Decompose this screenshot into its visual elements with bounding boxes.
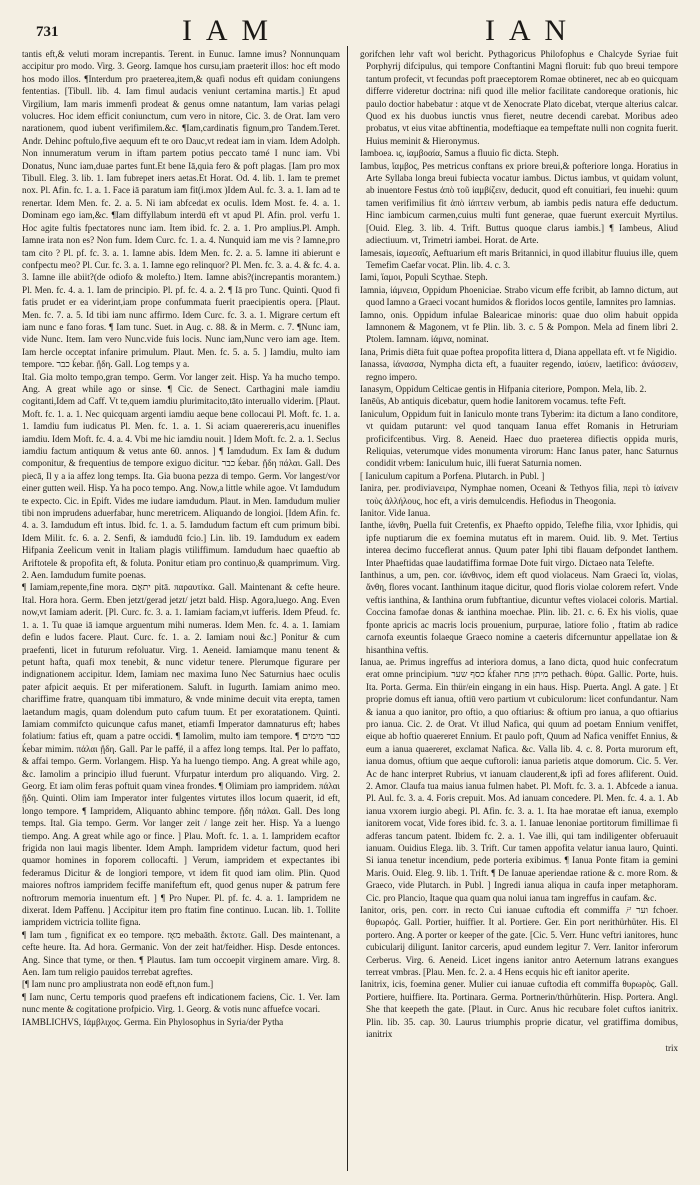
right-headword: I A N: [485, 14, 571, 47]
page-number: 731: [36, 24, 59, 40]
left-column: [22, 48, 340, 1028]
entry-paragraph: [ Ianiculum capitum a Porfena. Plutarch. in Publ. ]: [360, 470, 545, 481]
right-column: [360, 48, 678, 1054]
entry-paragraph: Ianira, per. prodiviavειρα, Nymphae nomen, Oceani & Tethyos filia, περὶ τὸ ἰαίνειν τοὺς ἀλλήλους, hoc eft, a viris demulcendis. Hefiodus in Theogonia.: [360, 483, 678, 506]
entry-paragraph: Iana, Primis diēta fuit quae poftea propofita littera d, Diana appellata eft. vt fe Nigidio.: [360, 346, 677, 357]
entry-paragraph: [¶ Iam nunc pro ampliustrata non eodē eft,non fum.]: [22, 979, 214, 990]
entry-paragraph: Ital. Gia molto tempo,gran tempo. Germ. Vor langer zeit. Hisp. Ya ha mucho tempo. Ang. A great while ago or sinse. ¶ Cic. de Senect. Carthagini male iamdiu cogitanti,Idem ad Caff. Vt te,quem iamdiu plurimitacito,tāto interuallo viderim. [Plaut. Moft. fc. 1. a. 1. Nec quicquam argenti iamdiu aeque bene collocaui Pl. Moft. fc. 1. a. 1. Iamdiu fum iudicatus Pl. Men. fc. 1. a. 1. Si aciam quaerereris,acu inuenifles iamdiu. Idem Moft. fc. 4. a. 4. Vbi me hic iamdiu nouit. ] Idem Moft. fc. 2. a. 1. Seclus iamdiu factum antiquum & vetus ante 60. annos. ] ¶ Iamdudum. Ex Iam & dudum componitur, & frequentius de tempore exiguo dicitur. כבר ḱebar. ᾔδη πάλαι. Gall. Des piecā, Il y a ia affez long temps. Ita. Gia buona pezza di tempo. Germ. Vor langest/vor einer gutten weil. Hisp. Ya ha poco tempo. Ang. Now,a little while agoe. Vt Iamdudum te expecto. Cic. in Epift. Vides me iudare iamdudum. Plaut. in Men. Iamdudum mulier tibi non imprudens aduerfabar, hunc meretricem. Aliquando de longioi. [Idem Afin. fc. 4. a. 3. Iamdudum eft intus. Ibid. fc. 1. a. 5. Iamdudum factum eft cum primum bibi. Idem Milit. fc. 6. a. 2. Senfi, & iamdudū fcio.] Lin. lib. 19. Iamdudum ex eadem Hifpania Zeelicum venit in Italiam plagis vtiliffimum. Iamdudum haec quaeftio ab Ariftotele & propofita eft, & foluta. Ponitur etiam pro continuo,& quamprimum. Virg. 2. Aen. Iamdudum fumite poenas.: [22, 371, 340, 581]
entry-paragraph: Iami, ἴαμοι, Populi Scythae. Steph.: [360, 272, 488, 283]
entry-paragraph: gorifchen lehr vaft wol bericht. Pythagoricus Philofophus e Chalcyde Syriae fuit Porphyrij difcipulus, qui tempore Conftantini Magni floruit: fub quo breui tempore tantum profecit, vt fecundas poft praeceptorem Romae obtineret, nec ab eo quicquam differre videretur doctrina: nifi quod ille melior facilitate candoreque orationis, hic paulo doctior habebatur : atque vt de Xenocrate Plato dicebat, vterque alterius calcar. Quod ex his duobus iunctis vnus fieret, neutre decendi carebat. Moribus adeo probatus, vt eius vitae abftinentia, modeftiaque ea tempeftate nulli non cognita fuerit. Huius meminit & Hieronymus.: [360, 49, 678, 146]
entry-paragraph: Iamnia, ἰάμνεια, Oppidum Phoeniciae. Strabo vicum effe fcribit, ab Iamno dictum, aut quod Iamno a Graeci vocant humidos & floridos locos gentile, Iamnites pro Iamnias.: [360, 284, 678, 308]
entry-paragraph: Iamesais, ἰαμεσαΐς, Aeftuarium eft maris Britannici, in quod illabitur fluuius ille, quem Temefim Caefar vocat. Plin. lib. 4. c. 3.: [360, 247, 678, 270]
entry-paragraph: Ianitor. Vide Ianua.: [360, 508, 431, 519]
catchword-line: IAMBLICHVS, Iάμβλιχος. Germa. Ein Phylosophus in Syria/der Pytha: [22, 1016, 284, 1027]
entry-paragraph: ¶ Iamiam,repente,fine mora. יתאָם pitā. παραυτίκα. Gall. Maintenant & cefte heure. Ital. Hora hora. Germ. Eben jetzt/gerad jetzt/ jetzt bald. Hisp. Agora,luego. Ang. Even now,vt Iamiam aderit. [Pl. Curc. fc. 3. a. 1. Iamiam faciam,vt iufferis. Idem Pfeud. fc. 1. a. 1. Tu quae iā iamque arguentum mihi numeras. Idem Men. fc. 4. a. 1. Iamiam defin e ludos facere. Plaut. Curc. fc. 1. a. 2. Iamiam noui &c.] Ponitur & cum praefenti, licet in futurum refoluatur. Virg. 1. Aeneid. Iamiamque manu tenent & petunt hafta, quafi mox tenebit, & nunc videtur tenere. Plerumque figurare per indignationem accipitur. Idem, Iamiam nec maxima Iuno Nec Saturnius haec oculis pater afpicit aequis. Et per miferationem. Saluft. in Iugurth. Iamiam animo meo. chariffime fratre, quanquam tibi immaturo, & vnde minime decuit vita erepta, tamen laetandum magis, quam dolendum puto cafum tuum. Et per exoratationem. Quinti. Iamiam commifcto quicunque cafus manet, etiamfi Imperator damnaturus eft; habes folatium: fatius eft, quam a patre occidi. ¶ Iamolim, multo iam tempore. ¶ כבר מימים ḱebar mimim. πάλαι ᾔδη. Gall. Par le paffé, il a affez long temps. Ital. Per lo paffato, & affai tempo. Germ. Vorlangem. Hisp. Ya ha luengo tiempo. Ang. A great while ago, &c. Iamolim a principio illud fuerunt. Vfurpatur interdum pro aliquando. Virg. 2. Georg. Et iam olim feras poftuit quam vinea frondes. ¶ Olimiam pro iampridem. πάλαι ᾔδη. Quinti. Olim iam Imperator inter fulgentes virtutes illos locum quaerit, id eft, longo tempore. ¶ Iampridem, Aliquanto abhinc tempore. ᾔδη πάλαι. Gall. Des long temps. Ital. Gia tempo. Germ. Vor langer zeit / lange zeit her. Hisp. Ya a luengo tiempo. Ang. A great while ago or fince. ] Plau. Moft. fc. 1. a. 1. Iampridem ecaftor frigida non laui magis libenter. Idem Amph. Iampridem videtur factum, quod heri quamor homines in foporem collocafti. ] Verum, iampridem et expectantes ibi federamus Dicitur & de longiori tempore, vt idem fit quod iam olim. Plin. Quod maiores noftros iampridem feciffe manifeftum eft, quod genus nuper & patrum fere noftrorum memoria inuentum eft. ] ¶ Pro Nuper. Pl. pf. fc. 4. a. 1. Iampridem ne dixerat. Idem Paffenu. ] Accipitur item pro ftatim fine continuo. Lucan. lib. 1. Tollite iampridem victricia tollite figna.: [22, 582, 341, 928]
entry-paragraph: Ianitrix, icis, foemina gener. Mulier cui ianuae cuftodia eft commiffa θυρωρὸς. Gall. Portiere, huiffiere. Ita. Portinara. Germa. Portnerin/thürhüterin. Hisp. Portera. Angl. She that keepeth the gate. [Plaut. in Curc. Anus hic recubare folet cuftos ianitrix. Plin. lib. 35. cap. 30. Laurus triumphis proprie dicatur, vel gratiffima domibus, ianitrix: [360, 979, 678, 1040]
entry-paragraph: Ianasym, Oppidum Celticae gentis in Hifpania citeriore, Pompon. Mela, lib. 2.: [360, 383, 647, 394]
entry-paragraph: Ianiculum, Oppidum fuit in Ianiculo monte trans Tyberim: ita dictum a Iano conditore, vt quidam putarunt: vel quod tanquam Ianua effet Romanis in Hetruriam proficifcentibus. Virg. 8. Aeneid. Haec duo praeterea difiectis oppida muris, Reliquias, veterumque vides monumenta virorum: Hanc Ianus pater, hanc Saturnus condidit vrbem: Ianiculum huic, illi fuerat Saturnia nomen.: [360, 408, 678, 469]
entry-paragraph: Ianēüs, Ab antiquis dicebatur, quem hodie Ianitorem vocamus. tefte Feft.: [360, 396, 626, 407]
entry-paragraph: Ianassa, ἰάνασσα, Nympha dicta eft, a fuauiter regendo, ἰαύειν, laetifico: ἀνάσσειν, regno impero.: [360, 359, 678, 382]
entry-paragraph: Iambus, ἴαμβος, Pes metricus conftans ex priore breui,& pofteriore longa. Horatius in Arte Syllaba longa breui fubiecta vocatur iambus. Dictus iambus, vt quidam volunt, ab inuentore Festus ἀπὸ τοῦ ἰαμβίζειν, deducit, quod eft conuitiari, feu inuehi: quum tamen verifimilius fit ἀπὸ ἰάπτειν verbum, ab iambis pedis natura effe deductum. Hinc iambicum carmen,cuius multi funt generae, quae fuerunt exercuit Myrtilus. [Ouid. Eleg. 3. lib. 4. Trift. Buttus quoque clarus iambis.] ¶ Iambeus, Aliud adiectiuum. vt, Trimetri iambei. Horat. de Arte.: [360, 160, 678, 246]
column-divider: [347, 46, 348, 1171]
entry-paragraph: Iamboea. ις, ἰαμβοαία, Samus a fluuio fic dicta. Steph.: [360, 148, 559, 159]
entry-paragraph: Ianthe, ἰάνθη, Puella fuit Cretenfis, ex Phaefto oppido, Telefhe filia, vxor Iphidis, qui ipfe nuptiarum die ex foemina mutatus eft in marem. Ouid. lib. 9. Met. Tertius interea decimo fucceflerat annus. Quum pater Iphi tibi flauam defpondet Ianthem. Inter Phaeftidas quae laudatiffima formae Dote fuit virgo. Dictaeo nata Telefte.: [360, 520, 678, 568]
entry-paragraph: Iamno, onis. Oppidum infulae Balearicae minoris: quae duo olim habuit oppida Iamnonem & Magonem, vt fe Plin. lib. 3. c. 5 & Pompon. Mela ad finem libri 2. Ptolem. Iamnam. ἰάμνα, nominat.: [360, 309, 678, 345]
entry-paragraph: Ianitor, oris, pen. corr. in recto Cui ianuae cuftodia eft commiffa ㄕוער fchoer. θυρωρός. Gall. Portier, huiffier. It al. Portiere. Ger. Ein port nerithürhüter. His. El portero. Ang. A porter or keeper of the gate. [Cic. 5. Verr. Hunc veftri ianitores, hunc cubicularij diligunt. Ianitor carceris, apud eundem legitur 7. Verr. Ianitor inferorum Cerberus. Virg. 6. Aeneid. Licet ingens ianitor antro Aeternum latrans exangues terreat vmbras. [Plau. Men. fc. 2. a. 4 Hens ecquis hic eft ianitor aperite.: [360, 905, 678, 978]
catchword: trix: [665, 1043, 678, 1054]
entry-paragraph: ¶ Iam nunc, Certu temporis quod praefens eft indicationem faciens, Cic. 1. Ver. Iam nunc mente & cogitatione profpicio. Virg. 1. Georg. & votis nunc affuefce vocari.: [22, 991, 340, 1015]
left-headword: I A M: [182, 14, 273, 47]
entry-paragraph: tantis eft,& veluti moram increpantis. Terent. in Eunuc. Iamne imus? Nonnunquam accipitur pro modo. Virg. 3. Georg. Iamque hos cursu,iam praeterit illos: hoc eft modo hos modo illos. ¶Interdum pro praeterea,item,& quafi nodus eft quidam coniungens fententias. [Tibull. lib. 4. Iam fimul audacis veniunt certamina martis.] Et apud Virgilium, Iam maris immenfi prodeat & genus omne natantum, Iam varias pelagi volucres. Hoc idem efficit coniunctum, cum vero in nitore, Cic. 3. de Orat. Iam vero narationem, quod iubent verifimilem.&c. ¶Iam,cardinatis fignum,pro Tandem.Teret. Andr. Dehinc poftulo,five aequum eft te oro Dauc,vt redeat iam in viam. Idem Adolph. Non innumeratum verum in iftam partem potius peccato tamé I nunc iam. Vbi Donatus, Nunc iam,duae partes funt.Et bene Iā,quia fero & poft plagas. [Iam pro mox Tibull. Eleg. 3. lib. 1. Iam fubrepet iners aetas.Et Horat. Od. 4. lib. 1. Iam te premet nox. Pl. Afin. fc. 1. a. 1. Face iā paratum iam fit(i.mox )Idem Aul. fc. 3. a. 1. Iam ad te renertar. Idem Men. fc. 2. a. 5. Ni iam abfcedat ex oculis. Idem Most. fe. 4. a. 1. Dominam ego iam,&c. ¶Iam diffyllabum interdū eft vt apud Pl. Afin. prol. verfu 1. Hoc agite fultis fpectatores nunc iam. Item ibid. fc. 2. a. 1. Pro amplius.Pl. Amph. Iamne irata non es? Non fum. Idem Curc. fc. 1. a. 4. Nunquid iam me vis ? Iamne,pro tam cito ? Pl. pf. fc. 3. a. 1. Iamne abis. Idem Men. fc. 2. a. 5. Iamne iti abierunt e confpectu meo? Pl. Cur. fc. 3. a. 1. Iamne ego relinquor? Pl. Men. fc. 3. a. 4. & fc. 4. a. 3. Iamne ille abiit?(de odiofo & molefto.) Item. Iamne abis?(increpantis morantem.) Pl. Men. fc. 4. a. 1. Iam de principio. Pl. pf. fc. 4. a. 2. ¶ Iā pro Tunc. Quinti. Quod fi fatis prudet er ea viderint,iam prope confummata fuerit praecipientis opera. [Plaut. Men. fc. 7. a. 5. Id tibi iam nunc affirmo. Idem Curc. fc. 3. a. 1. Migrare certum eft iam nunc e fano foras. ¶ Iam tunc. Suet. in Aug. c. 88. & in Merm. c. 7. ¶Nunc iam, vide Nunc. Item. Iam vero Nunc.vide fuis locis. Nunc iam,Nunc vero iam age. Item. Iam hercle occeptat infanire primulum. Plaut. Men. fc. 5. a. 5. ] Iamdiu, multo iam tempore. כבר ḱebar. ᾔδη. Gall. Log temps y a.: [22, 49, 340, 370]
entry-paragraph: Ianua, ae. Primus ingreffus ad interiora domus, a Iano dicta, quod huic confecratum erat omne principium. כסף שער ḱfaher מיתן פתח pethach. θύρα. Gallic. Porte, huis. Ita. Porta. Germa. Ein thür/ein eingang in ein haus. Hisp. Puerta. Angl. A gate. ] Et proprie domus eft ianua, oftiū vero partium vt cubiculorum: licet confundantur. Nam & ianua a quo ianitor, pro oftio, a quo oftiarius: & oftium pro ianua, a quo oftiarius pro ianua. Cic. 2. de Orat. Vt illud Nafica, qui quum ad poetam Ennium veniffet, eique ab hoftio quaereret Ennium. Et paulo poft, Quum ad Nafica veniffet Ennius, & eum a ianua quaereret, exclamat Nafica. &c. Valla lib. 4. c. 8. Porta murorum eft, ianua domus, oftium que aeque cuftoroli: ianua parietis atque domorum. Cic. 5. Ver. Ac de hanc interpret Rubrius, vt ianuam clauderent,& ipfi ad fores afliferent. Ouid. 2. Amor. Claufa tua maius ianua fulmen habet. Pl. Moft. fc. 3. a. 1. Abfcede a ianua. Pl. Aul. fc. 3. a. 4. Foris crepuit. Mos. Ad ianuam concedere. Pl. Men. fc. 4. a. 1. Ab ianua vxorem iurgio abegi. Pl. Afin. fc. 3. a. 1. Ita hae moratae eft ianua, exemplo ianitorem vocat, Vide fores ibid. fc. 3. a. 1. Ianuae lenoniae portitorum fimillimae fi adferas tancum patent. Ibidem fc. 2. a. 1. Vae illi, qui tam indiligenter obferuauit ianuam. Ouidius Elega. lib. 3. Trift. Cur tamen appofita velatur ianua lauro, Quinti. Si ianua tenetur incendium, pede porteria exibimus. ¶ Ianua Ponte fitam ia gemini Maris. Ouid. Eleg. 9. lib. 1. Trift. ¶ De Ianuae aperiendae ratione & c. more Rom. & Graeco, vide Plutarch. in Publ. ] Ingredi ianua aliqua in caufa inper metaphoram. Cic. pro Plancio, Itaque qua quam qua nolui ianua tam ingreffus in caufam. &c.: [360, 656, 678, 903]
entry-paragraph: ¶ Iam tum , fignificat ex eo tempore. מאָז mebaāth. ἔκτοτε. Gall. Des maintenant, a cefte heure. Ita. Ad hora. Germanic. Von der zeit hat/feidher. Hisp. Desde entonces. Ang. Since that tyme, or then. ¶ Plautus. Iam tum occoepit virginem amare. Virg. 8. Aen. Iam tum religio pauidos terrebat agreftes.: [22, 929, 340, 978]
entry-paragraph: Ianthinus, a um, pen. cor. ἰάνθινος, idem eft quod violaceus. Nam Graeci ἴα, violas, ἄνθη, flores vocant. Ianthinum itaque dicitur, quod floris violae colorem refert. Vnde veftis ianthina, & Ianthina orum fubftantiue, dicuntur veftes violacei coloris. Martial. Coccina famofae donas & ianthina moechae. Plin. lib. 21. c. 6. Ex his violis, quae fponte apricis ac macris locis prouenium, purpurae, latiore folio , ftatim ab radice carnofa exeuntis folaeque Graeco nomine a caeteris difcernuntur appellatae ion & hisanthina veftis.: [360, 570, 678, 655]
running-head: [0, 8, 700, 48]
